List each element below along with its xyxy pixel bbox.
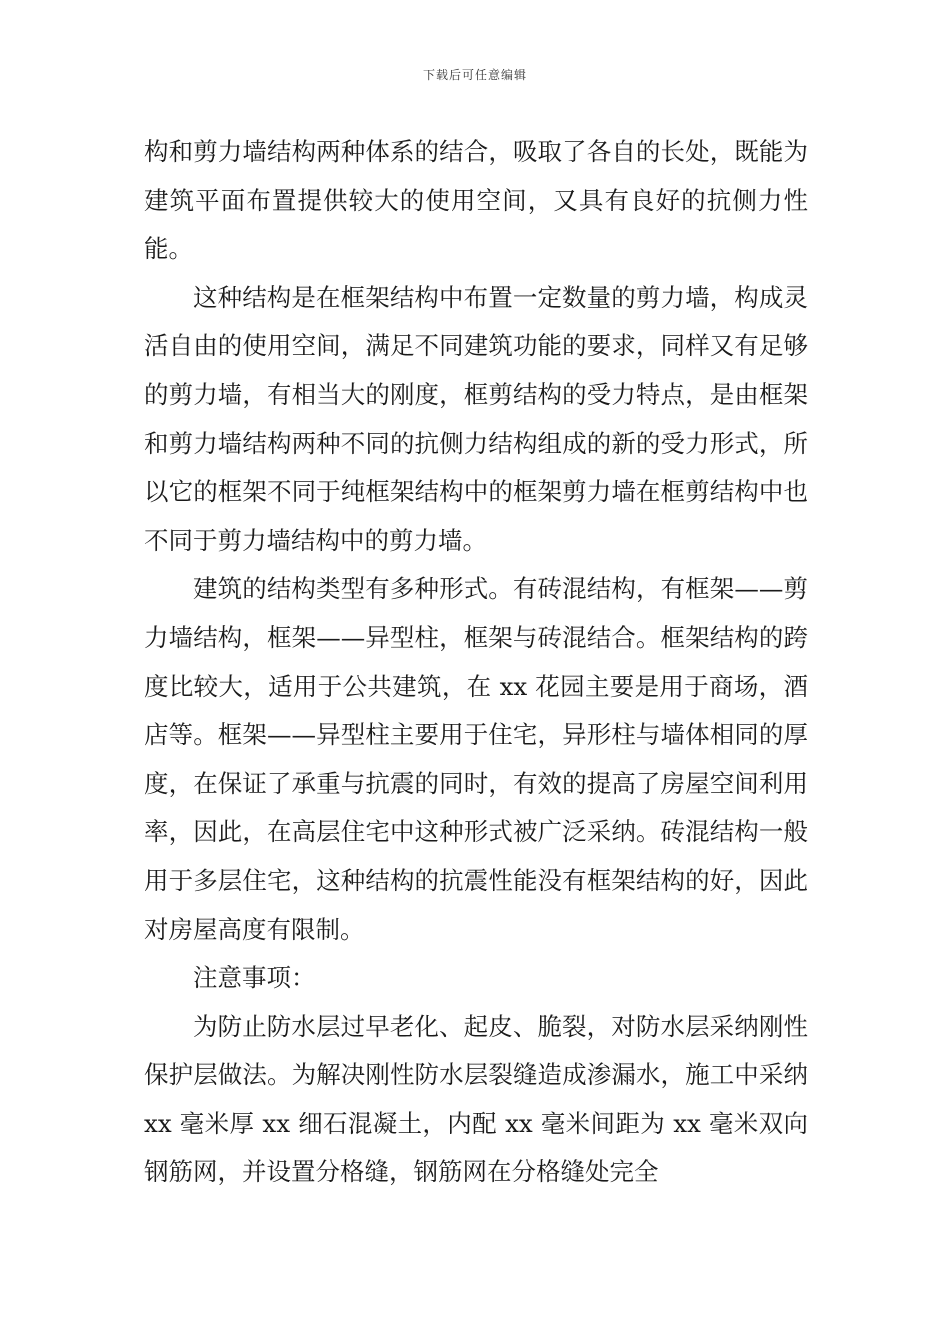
paragraph: 这种结构是在框架结构中布置一定数量的剪力墙，构成灵活自由的使用空间，满足不同建筑功能的要求，同样又有足够的剪力墙，有相当大的刚度，框剪结构的受力特点，是由框架和剪力墙结构两种不同的抗侧力结构组成的新的受力形式，所以它的框架不同于纯框架结构中的框架剪力墙在框剪结构中也不同于剪力墙结构中的剪力墙。	[144, 282, 808, 555]
paragraph: 构和剪力墙结构两种体系的结合，吸取了各自的长处，既能为建筑平面布置提供较大的使用空间，又具有良好的抗侧力性能。	[144, 137, 808, 264]
document-body	[144, 128, 808, 1197]
paragraph: 为防止防水层过早老化、起皮、脆裂，对防水层采纳刚性保护层做法。为解决刚性防水层裂缝造成渗漏水，施工中采纳 xx 毫米厚 xx 细石混凝土，内配 xx 毫米间距为 xx 毫米双向钢筋网，并设置分格缝，钢筋网在分格缝处完全	[144, 1011, 808, 1187]
page-header-note: 下载后可任意编辑	[422, 68, 527, 82]
paragraph: 建筑的结构类型有多种形式。有砖混结构，有框架——剪力墙结构，框架——异型柱，框架与砖混结合。框架结构的跨度比较大，适用于公共建筑，在 xx 花园主要是用于商场，酒店等。框架——异型柱主要用于住宅，异形柱与墙体相同的厚度，在保证了承重与抗震的同时，有效的提高了房屋空间利用率，因此，在高层住宅中这种形式被广泛采纳。砖混结构一般用于多层住宅，这种结构的抗震性能没有框架结构的好，因此对房屋高度有限制。	[144, 574, 808, 944]
section-heading: 注意事项：	[193, 963, 316, 993]
